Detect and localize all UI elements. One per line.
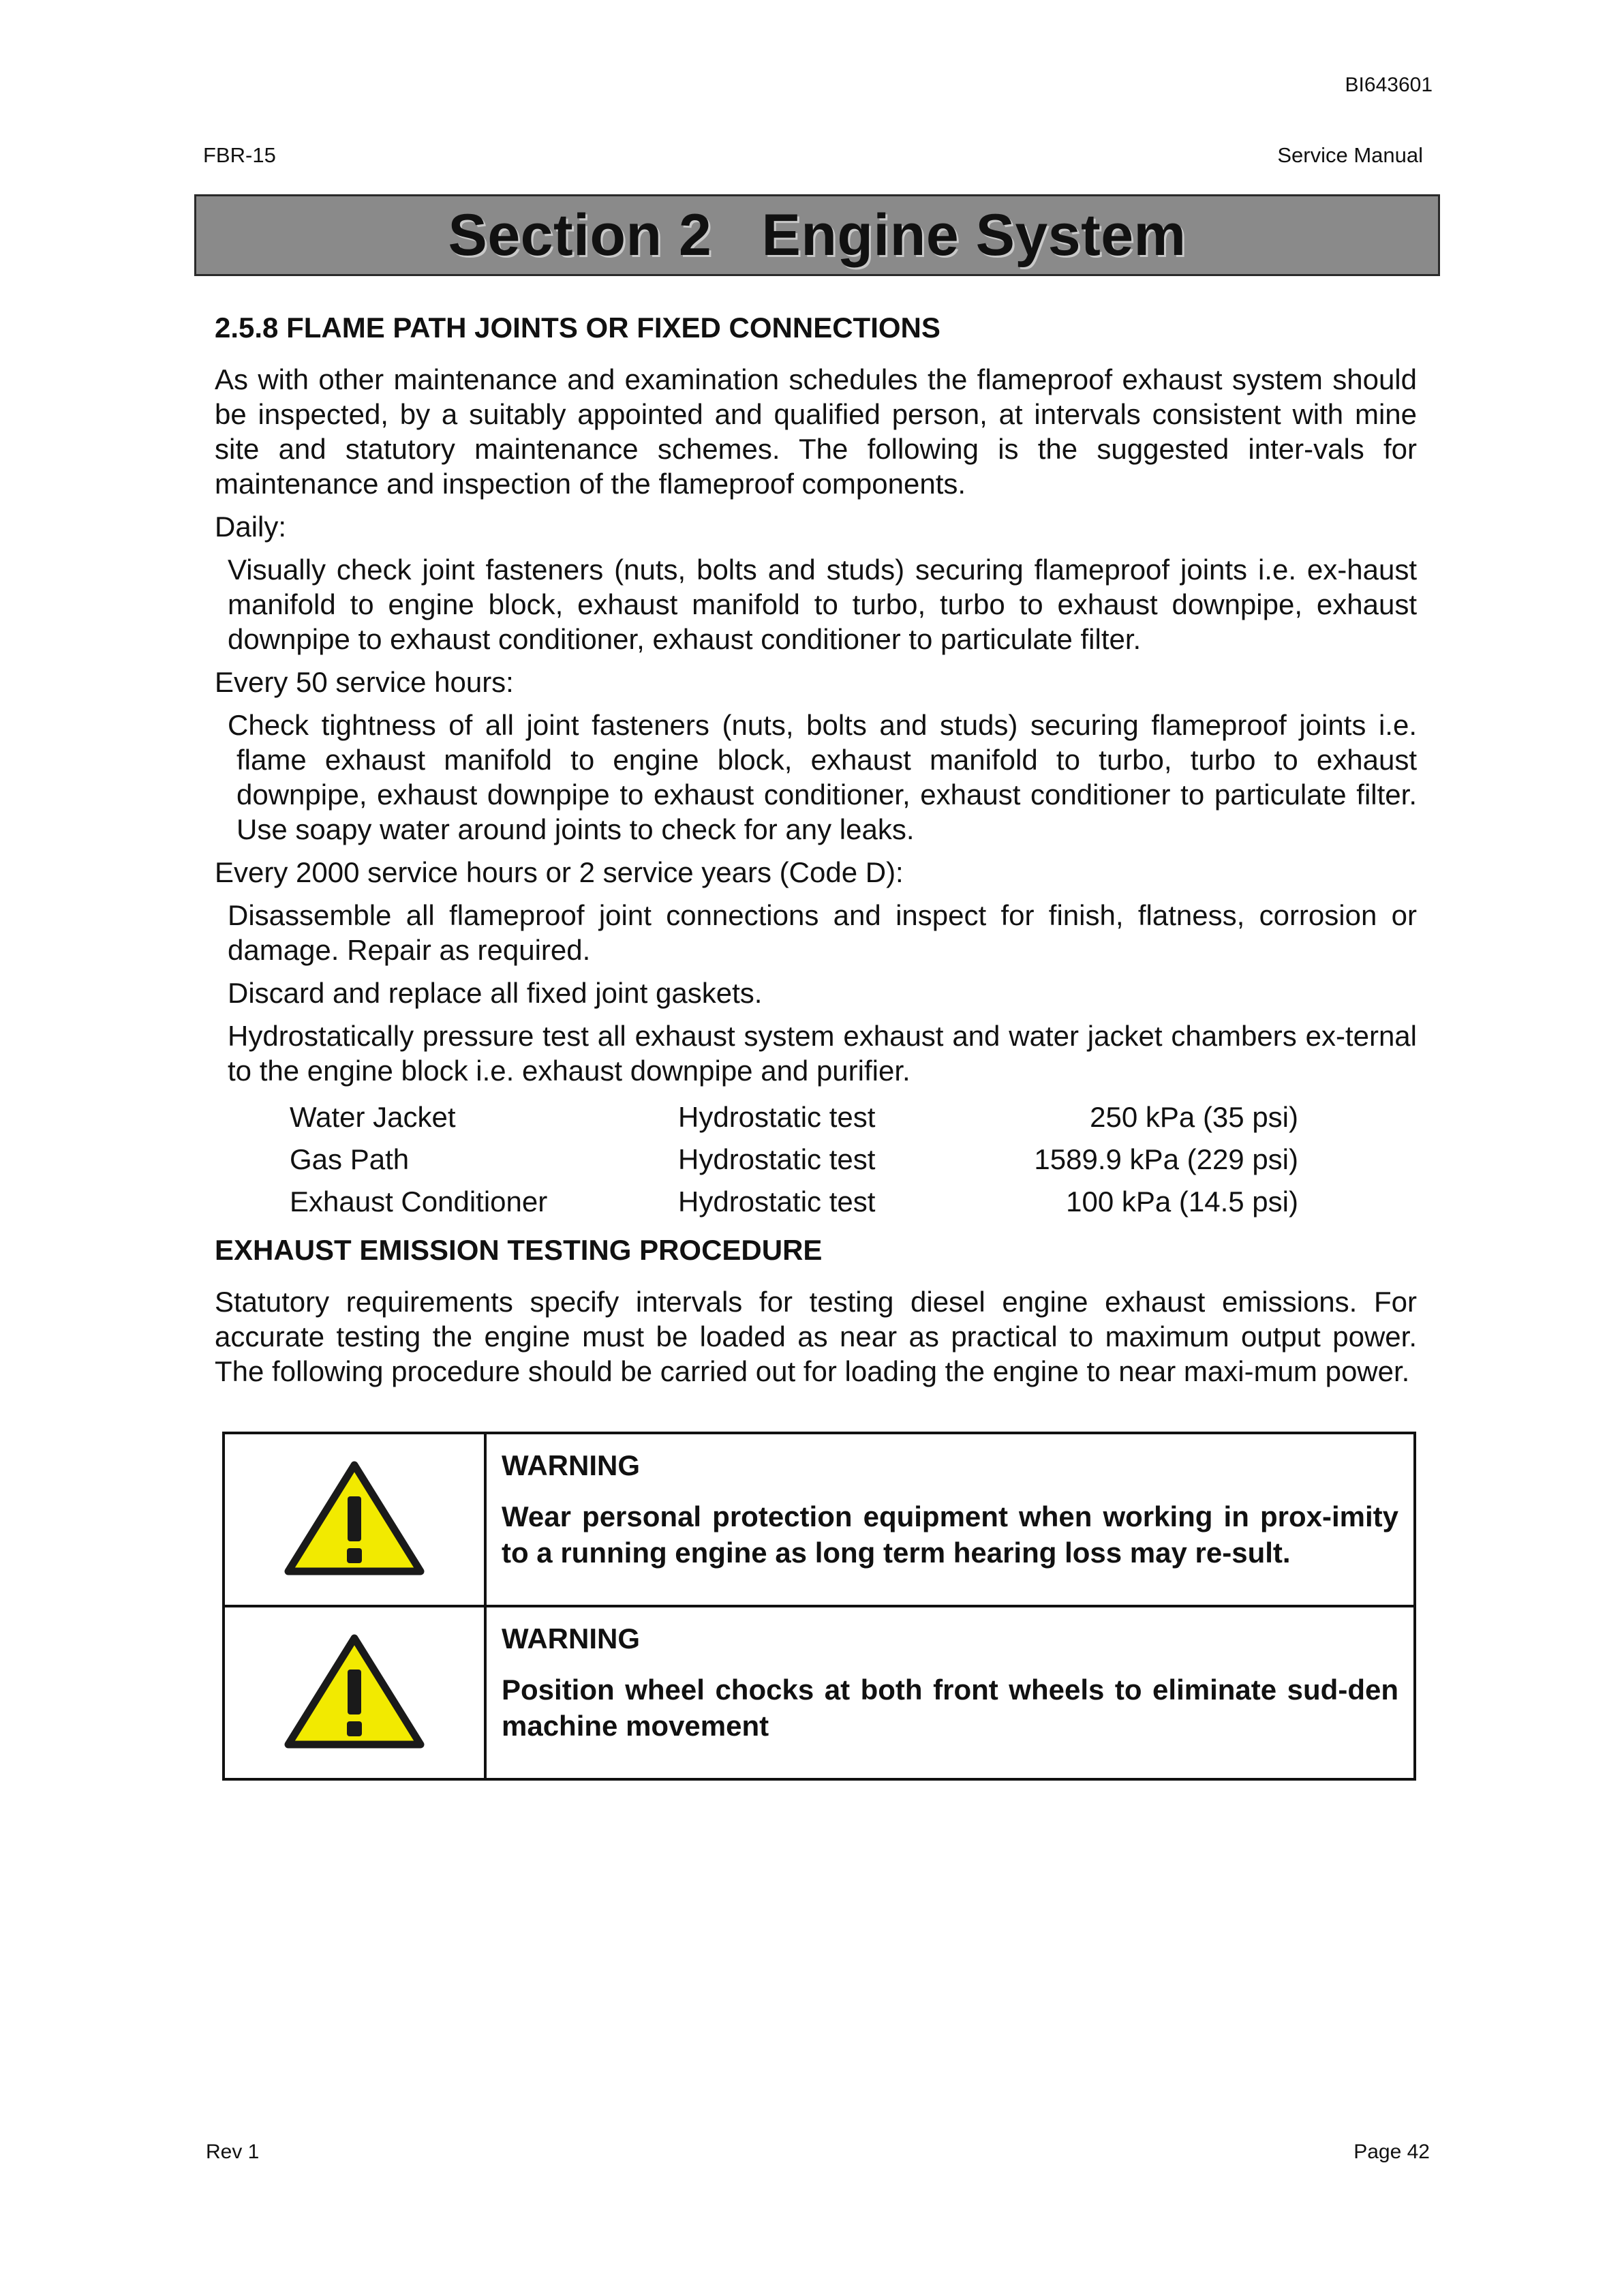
component-cell: Exhaust Conditioner <box>290 1185 548 1218</box>
warning-triangle-icon <box>283 1458 426 1578</box>
daily-label: Daily: <box>215 511 287 543</box>
warning-triangle-icon <box>283 1631 426 1751</box>
test-cell: Hydrostatic test <box>678 1101 876 1133</box>
warning-icon-cell <box>224 1606 485 1779</box>
warning-table <box>222 1432 1416 1781</box>
section-banner <box>194 194 1440 276</box>
emission-paragraph: Statutory requirements specify intervals for testing diesel engine exhaust emissions. For accurate testing the engine must be loaded as near as practical to maximum output power. The following procedure should be carried out for loading the engine to near maxi-mum power. <box>215 1286 1417 1387</box>
warning-text-cell <box>485 1433 1415 1606</box>
page-number: Page 42 <box>1353 2141 1430 2163</box>
manual-name: Service Manual <box>1277 143 1423 167</box>
warning-row <box>224 1433 1415 1606</box>
every-2000-item: Disassemble all flameproof joint connections and inspect for finish, flatness, corrosion or damage. Repair as required. <box>228 899 1417 966</box>
component-cell: Water Jacket <box>290 1101 456 1133</box>
test-cell: Hydrostatic test <box>678 1185 876 1218</box>
pressure-cell: 100 kPa (14.5 psi) <box>1066 1185 1298 1218</box>
warning-text-cell <box>485 1606 1415 1779</box>
every-50-label: Every 50 service hours: <box>215 666 514 698</box>
emission-heading: EXHAUST EMISSION TESTING PROCEDURE <box>215 1234 823 1266</box>
document-id: BI643601 <box>1345 74 1433 96</box>
pressure-cell: 250 kPa (35 psi) <box>1090 1101 1298 1133</box>
table-row <box>290 1138 1298 1181</box>
section-title: Section 2 Engine System <box>448 202 1187 268</box>
warning-body: Position wheel chocks at both front wheels to eliminate sud-den machine movement <box>502 1674 1398 1742</box>
table-row <box>290 1096 1298 1138</box>
pressure-test-table <box>290 1096 1298 1223</box>
intro-paragraph: As with other maintenance and examination schedules the flameproof exhaust system should be inspected, by a suitably appointed and qualified person, at intervals consistent with mine site and statutory maintenance schemes. The following is the suggested inter-vals for maintenance and inspection of the flameproof components. <box>215 363 1417 500</box>
daily-text: Visually check joint fasteners (nuts, bolts and studs) securing flameproof joints i.e. ex-haust manifold to engine block, exhaust manifold to turbo, turbo to exhaust downpipe, exhaust downpipe to exhaust conditioner, exhaust conditioner to particulate filter. <box>228 554 1417 655</box>
test-cell: Hydrostatic test <box>678 1143 876 1175</box>
every-2000-label: Every 2000 service hours or 2 service years (Code D): <box>215 856 904 888</box>
warning-title: WARNING <box>502 1449 640 1481</box>
section-heading: 2.5.8 FLAME PATH JOINTS OR FIXED CONNECTIONS <box>215 312 940 344</box>
warning-title: WARNING <box>502 1622 640 1655</box>
component-cell: Gas Path <box>290 1143 410 1175</box>
warning-row <box>224 1606 1415 1779</box>
every-2000-item: Hydrostatically pressure test all exhaust system exhaust and water jacket chambers ex-ternal to the engine block i.e. exhaust downpipe and purifier. <box>228 1020 1417 1087</box>
every-50-text: Check tightness of all joint fasteners (nuts, bolts and studs) securing flameproof joints i.e. flame exhaust manifold to engine block, exhaust manifold to turbo, turbo to exhaust downpipe, exhaust downpipe to exhaust conditioner, exhaust conditioner to particulate filter. Use soapy water around joints to check for any leaks. <box>228 709 1417 845</box>
model-name: FBR-15 <box>203 143 276 167</box>
revision-label: Rev 1 <box>206 2141 260 2163</box>
every-2000-item: Discard and replace all fixed joint gaskets. <box>228 977 763 1009</box>
main-content <box>215 310 1417 1397</box>
warning-icon-cell <box>224 1433 485 1606</box>
pressure-cell: 1589.9 kPa (229 psi) <box>1034 1143 1298 1175</box>
table-row <box>290 1181 1298 1223</box>
warning-body: Wear personal protection equipment when working in prox-imity to a running engine as long term hearing loss may re-sult. <box>502 1500 1398 1569</box>
